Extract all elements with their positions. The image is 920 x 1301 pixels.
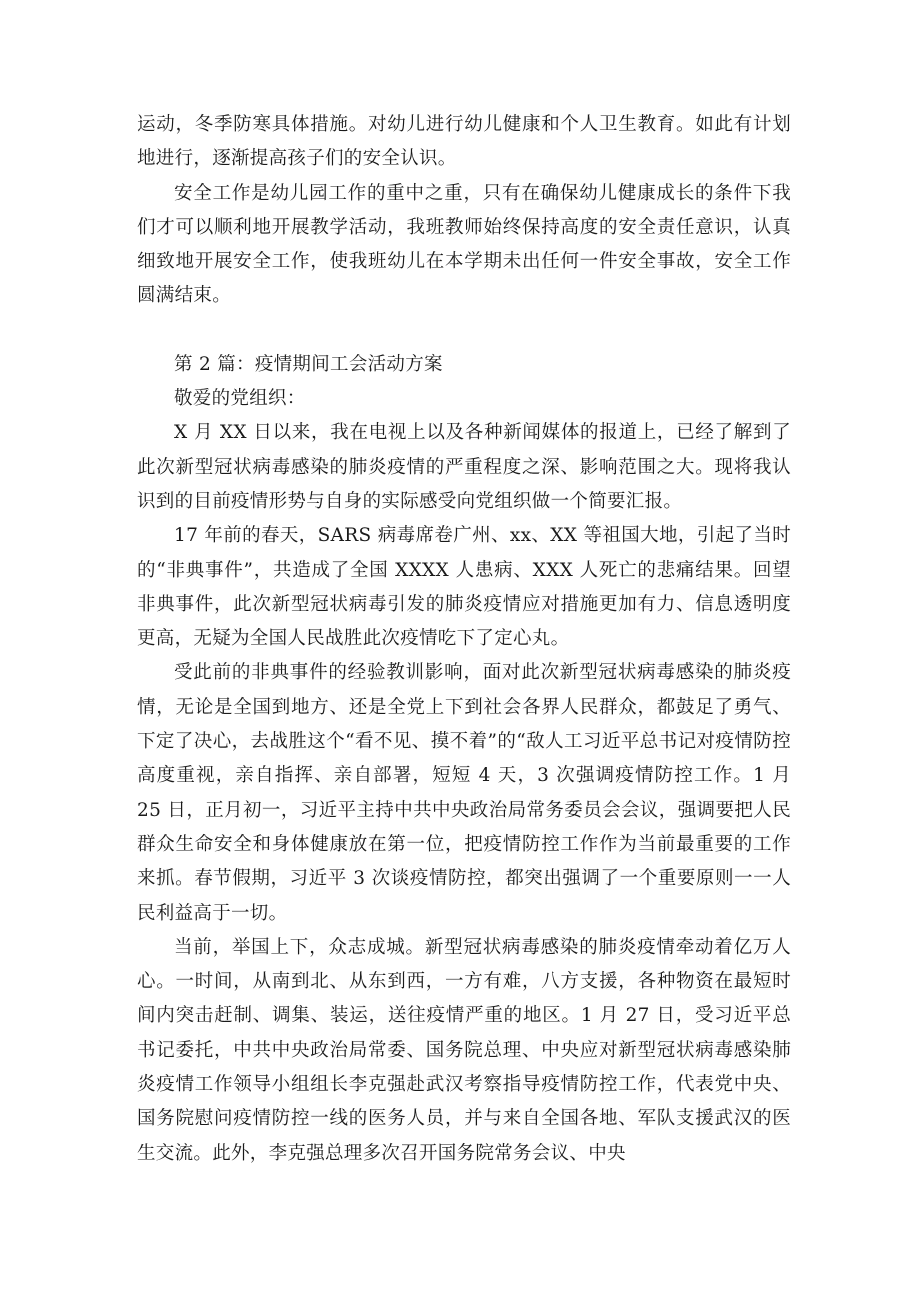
section-heading: 第 2 篇：疫情期间工会活动方案 — [174, 353, 443, 375]
paragraph-lessons-learned: 受此前的非典事件的经验教训影响，面对此次新型冠状病毒感染的肺炎疫情，无论是全国到地方、还是全党上下到社会各界人民群众，都鼓足了勇气、下定了决心，去战胜这个“看不见、摸不着”的“敌人工习近平总书记对疫情防控高度重视，亲自指挥、亲自部署，短短 4 天，3 次强调疫情防控工作。1 月 25 日，正月初一，习近平主持中共中央政治局常务委员会会议，强调要把人民群众生命安全和身体健康放在第一位，把疫情防控工作作为当前最重要的工作来抓。春节假期，习近平 3 次谈疫情防控，都突出强调了一个重要原则一一人民利益高于一切。 — [137, 662, 791, 924]
salutation: 敬爱的党组织： — [174, 388, 306, 410]
paragraph-safety-summary: 安全工作是幼儿园工作的重中之重，只有在确保幼儿健康成长的条件下我们才可以顺利地开展教学活动，我班教师始终保持高度的安全责任意识，认真细致地开展安全工作，使我班幼儿在本学期未出任何一件安全事故，安全工作圆满结束。 — [137, 182, 791, 307]
document-body — [137, 108, 791, 1171]
paragraph-report-intro: X 月 XX 日以来，我在电视上以及各种新闻媒体的报道上，已经了解到了此次新型冠状病毒感染的肺炎疫情的严重程度之深、影响范围之大。现将我认识到的目前疫情形势与自身的实际感受向党组织做一个简要汇报。 — [137, 422, 791, 512]
paragraph-sars-comparison: 17 年前的春天，SARS 病毒席卷广州、xx、XX 等祖国大地，引起了当时的“非典事件”，共造成了全国 XXXX 人患病、XXX 人死亡的悲痛结果。回望非典事件，此次新型冠状病毒引发的肺炎疫情应对措施更加有力、信息透明度更高，无疑为全国人民战胜此次疫情吃下了定心丸。 — [137, 525, 791, 650]
paragraph-continuation: 运动，冬季防寒具体措施。对幼儿进行幼儿健康和个人卫生教育。如此有计划地进行，逐渐提高孩子们的安全认识。 — [137, 114, 791, 170]
paragraph-national-support: 当前，举国上下，众志成城。新型冠状病毒感染的肺炎疫情牵动着亿万人心。一时间，从南到北、从东到西，一方有难，八方支援，各种物资在最短时间内突击赶制、调集、装运，送往疫情严重的地区。1 月 27 日，受习近平总书记委托，中共中央政治局常委、国务院总理、中央应对新型冠状病毒感染肺炎疫情工作领导小组组长李克强赴武汉考察指导疫情防控工作，代表党中央、国务院慰问疫情防控一线的医务人员，并与来自全国各地、军队支援武汉的医生交流。此外，李克强总理多次召开国务院常务会议、中央 — [137, 936, 791, 1164]
